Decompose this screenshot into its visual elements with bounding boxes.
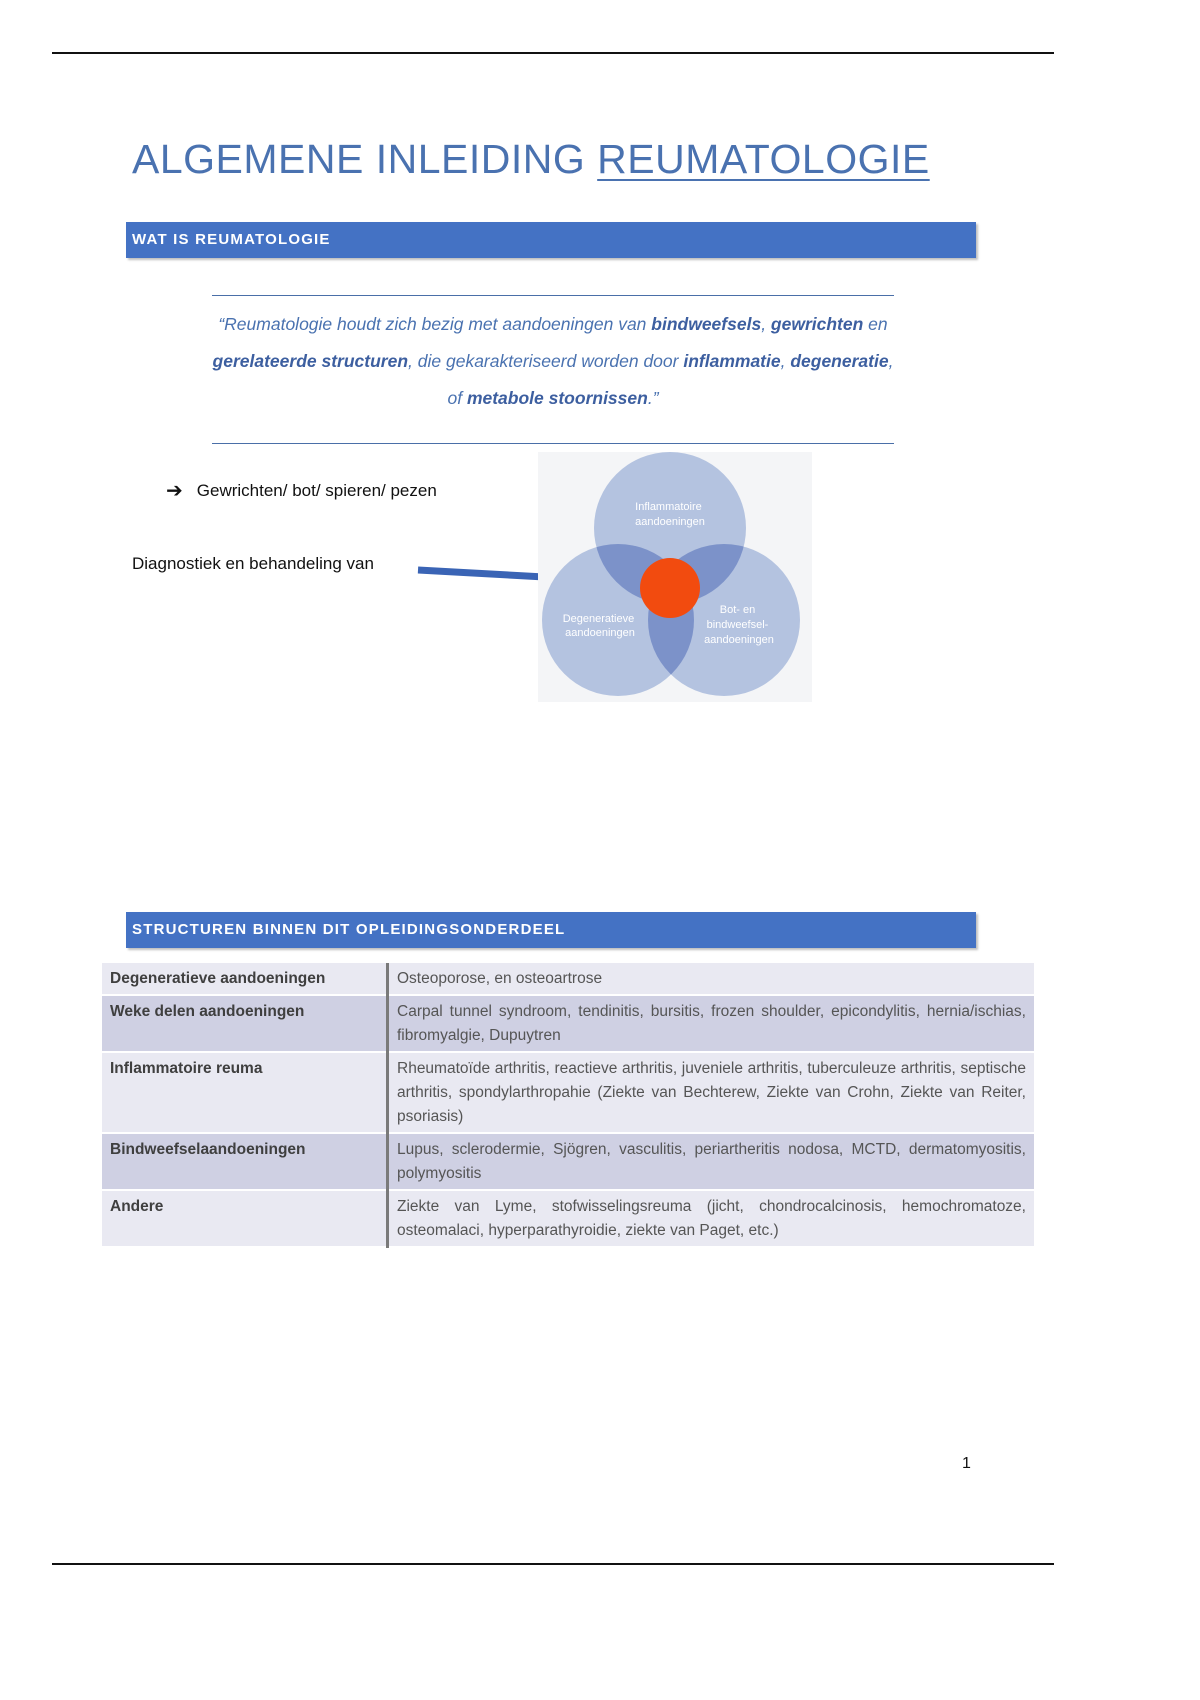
bullet-text: Gewrichten/ bot/ spieren/ pezen: [196, 480, 437, 500]
quote-text: “Reumatologie houdt zich bezig met aandoeningen van: [218, 314, 652, 334]
venn-label-left: Degeneratieve aandoeningen: [562, 613, 635, 639]
footer-rule: [52, 1563, 1054, 1565]
title-part-1: ALGEMENE INLEIDING: [132, 136, 598, 182]
row-term: Weke delen aandoeningen: [102, 995, 388, 1052]
quote-emphasis: gerelateerde structuren: [212, 351, 409, 371]
table-row: [102, 995, 1034, 1052]
table-row: [102, 963, 1034, 995]
quote-emphasis: gewrichten: [770, 314, 864, 334]
row-description: Rheumatoïde arthritis, reactieve arthritis, juveniele arthritis, tuberculeuze arthritis, septische arthritis, spondylarthropahie (Ziekte van Bechterew, Ziekte van Crohn, Ziekte van Reiter, psoriasis): [388, 1052, 1035, 1133]
quote-text: en: [863, 314, 888, 334]
venn-label-top: Inflammatoire aandoeningen: [635, 501, 705, 528]
page-number: 1: [962, 1455, 971, 1472]
table-row: [102, 1133, 1034, 1190]
row-description: Lupus, sclerodermie, Sjögren, vasculitis, periartheritis nodosa, MCTD, dermatomyositis, polymyositis: [388, 1133, 1035, 1190]
venn-center: [640, 558, 700, 618]
row-description: Carpal tunnel syndroom, tendinitis, bursitis, frozen shoulder, epicondylitis, hernia/ischias, fibromyalgie, Dupuytren: [388, 995, 1035, 1052]
quote-emphasis: inflammatie: [683, 351, 781, 371]
right-arrow-icon: ➔: [166, 480, 183, 502]
row-term: Bindweefselaandoeningen: [102, 1133, 388, 1190]
quote-emphasis: bindweefsels: [651, 314, 762, 334]
row-description: Ziekte van Lyme, stofwisselingsreuma (jicht, chondrocalcinosis, hemochromatoze, osteomalaci, hyperparathyroidie, ziekte van Paget, etc.): [388, 1190, 1035, 1247]
diagnostics-label: Diagnostiek en behandeling van: [132, 554, 374, 573]
row-term: Andere: [102, 1190, 388, 1247]
table-row: [102, 1190, 1034, 1247]
quote-text: , die gekarakteriseerd worden door: [408, 351, 684, 371]
section-heading-wat-is-reumatologie: WAT IS REUMATOLOGIE: [126, 222, 976, 258]
table-row: [102, 1052, 1034, 1133]
section-heading-structuren: STRUCTUREN BINNEN DIT OPLEIDINGSONDERDEEL: [126, 912, 976, 948]
venn-diagram: [538, 452, 812, 702]
row-term: Inflammatoire reuma: [102, 1052, 388, 1133]
quote-text: ,: [780, 351, 791, 371]
quote-emphasis: degeneratie: [790, 351, 889, 371]
quote-text: .”: [647, 388, 659, 408]
quote-emphasis: metabole stoornissen: [466, 388, 648, 408]
quote-text: , of: [447, 351, 894, 408]
quote-text: ,: [761, 314, 771, 334]
structures-table: [102, 963, 1034, 1248]
venn-label-right: Bot- en bindweefsel- aandoeningen: [704, 604, 774, 646]
row-term: Degeneratieve aandoeningen: [102, 963, 388, 995]
title-part-2: REUMATOLOGIE: [597, 136, 930, 182]
row-description: Osteoporose, en osteoartrose: [388, 963, 1035, 995]
